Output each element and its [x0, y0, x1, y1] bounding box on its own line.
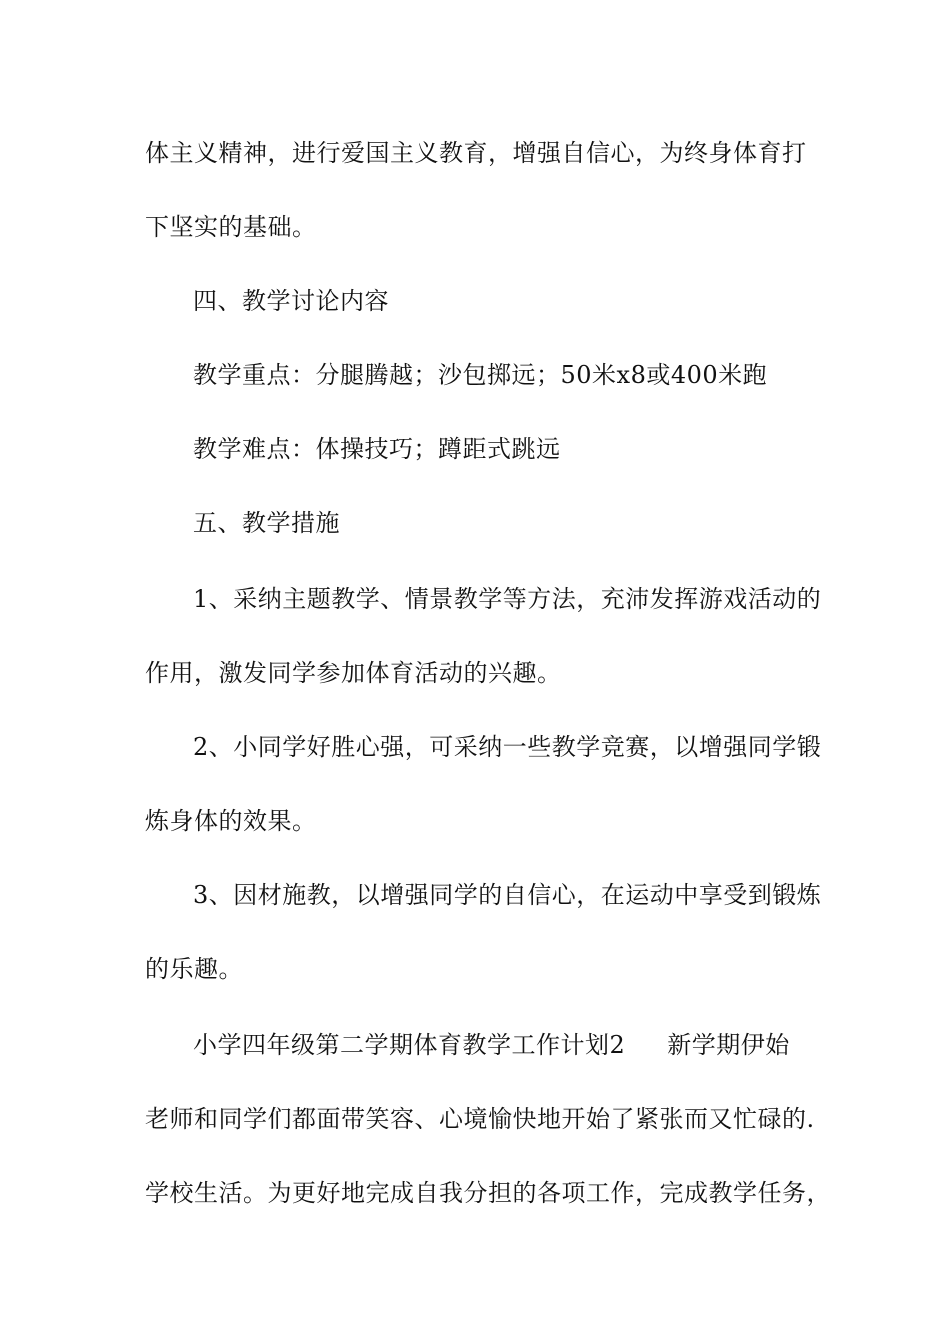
paragraph-line: 3、因材施教，以增强同学的自信心，在运动中享受到锻炼 — [193, 881, 822, 909]
paragraph-line: 教学难点：体操技巧；蹲距式跳远 — [193, 435, 561, 463]
paragraph-line: 老师和同学们都面带笑容、心境愉快地开始了紧张而又忙碌的. — [145, 1105, 815, 1133]
paragraph-line: 炼身体的效果。 — [145, 807, 317, 835]
paragraph-line: 2、小同学好胜心强，可采纳一些教学竞赛，以增强同学锻 — [193, 733, 822, 761]
paragraph-line: 教学重点：分腿腾越；沙包掷远；50米x8或400米跑 — [193, 361, 768, 389]
paragraph-line: 1、采纳主题教学、情景教学等方法，充沛发挥游戏活动的 — [193, 585, 822, 613]
section-heading: 四、教学讨论内容 — [193, 287, 389, 315]
paragraph-line: 的乐趣。 — [145, 955, 243, 983]
paragraph-line: 学校生活。为更好地完成自我分担的各项工作，完成教学任务， — [145, 1179, 831, 1207]
paragraph-line: 体主义精神，进行爱国主义教育，增强自信心，为终身体育打 — [145, 139, 807, 167]
document-title-line — [193, 1028, 873, 1062]
section-heading: 五、教学措施 — [193, 509, 340, 537]
paragraph-start: 新学期伊始 — [667, 1031, 790, 1059]
paragraph-line: 下坚实的基础。 — [145, 213, 317, 241]
document-title: 小学四年级第二学期体育教学工作计划2 — [193, 1031, 626, 1059]
paragraph-line: 作用，激发同学参加体育活动的兴趣。 — [145, 659, 562, 687]
